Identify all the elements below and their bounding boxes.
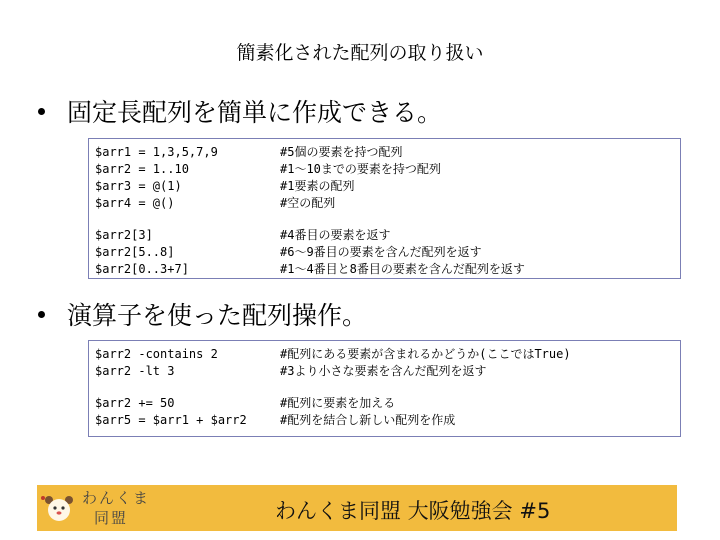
code-text: $arr3 = @(1) — [95, 179, 182, 193]
code-comment: #4番目の要素を返す — [280, 228, 391, 242]
code-text: $arr2 = 1..10 — [95, 162, 189, 176]
code-comment: #配列にある要素が含まれるかどうか(ここではTrue) — [280, 347, 571, 361]
bullet-text: 固定長配列を簡単に作成できる。 — [67, 98, 443, 127]
code-comment: #1～10までの要素を持つ配列 — [280, 162, 441, 176]
code-line — [95, 261, 674, 278]
code-comment: #5個の要素を持つ配列 — [280, 145, 403, 159]
code-line — [95, 144, 674, 161]
code-text: $arr2[0..3+7] — [95, 262, 189, 276]
code-text: $arr2[5..8] — [95, 245, 175, 259]
code-comment: #1～4番目と8番目の要素を含んだ配列を返す — [280, 262, 525, 276]
code-line — [95, 363, 674, 380]
code-group — [95, 144, 674, 212]
bullet-fixed-array — [38, 93, 442, 129]
code-line — [95, 346, 674, 363]
code-comment: #3より小さな要素を含んだ配列を返す — [280, 364, 487, 378]
code-text: $arr4 = @() — [95, 196, 175, 210]
bullet-operators — [38, 296, 367, 332]
code-group — [95, 395, 674, 429]
footer-bar — [37, 485, 677, 531]
bear-face-icon — [37, 485, 79, 531]
footer-text: わんくま同盟 大阪勉強会 #5 — [275, 499, 551, 523]
bullet-dot — [38, 311, 45, 318]
slide-title: 簡素化された配列の取り扱い — [236, 42, 484, 64]
code-text: $arr2 -contains 2 — [95, 347, 218, 361]
code-comment: #1要素の配列 — [280, 179, 355, 193]
code-line — [95, 227, 674, 244]
code-line — [95, 161, 674, 178]
code-text: $arr1 = 1,3,5,7,9 — [95, 145, 218, 159]
code-comment: #配列を結合し新しい配列を作成 — [280, 413, 456, 427]
code-text: $arr5 = $arr1 + $arr2 — [95, 413, 247, 427]
code-line — [95, 395, 674, 412]
bullet-dot — [38, 108, 45, 115]
logo-text-line2: 同盟 — [94, 509, 129, 527]
code-comment: #6～9番目の要素を含んだ配列を返す — [280, 245, 482, 259]
code-line — [95, 244, 674, 261]
code-line — [95, 178, 674, 195]
code-text: $arr2[3] — [95, 228, 153, 242]
wankuma-logo — [37, 485, 157, 531]
logo-text-line1: わんくま — [82, 489, 151, 507]
code-comment: #空の配列 — [280, 196, 336, 210]
code-block-array-operators — [88, 340, 681, 437]
code-text: $arr2 += 50 — [95, 396, 175, 410]
code-line — [95, 412, 674, 429]
code-text: $arr2 -lt 3 — [95, 364, 175, 378]
code-block-array-creation — [88, 138, 681, 279]
code-group — [95, 346, 674, 380]
code-group — [95, 227, 674, 278]
bullet-text: 演算子を使った配列操作。 — [67, 301, 368, 330]
code-line — [95, 195, 674, 212]
code-comment: #配列に要素を加える — [280, 396, 396, 410]
